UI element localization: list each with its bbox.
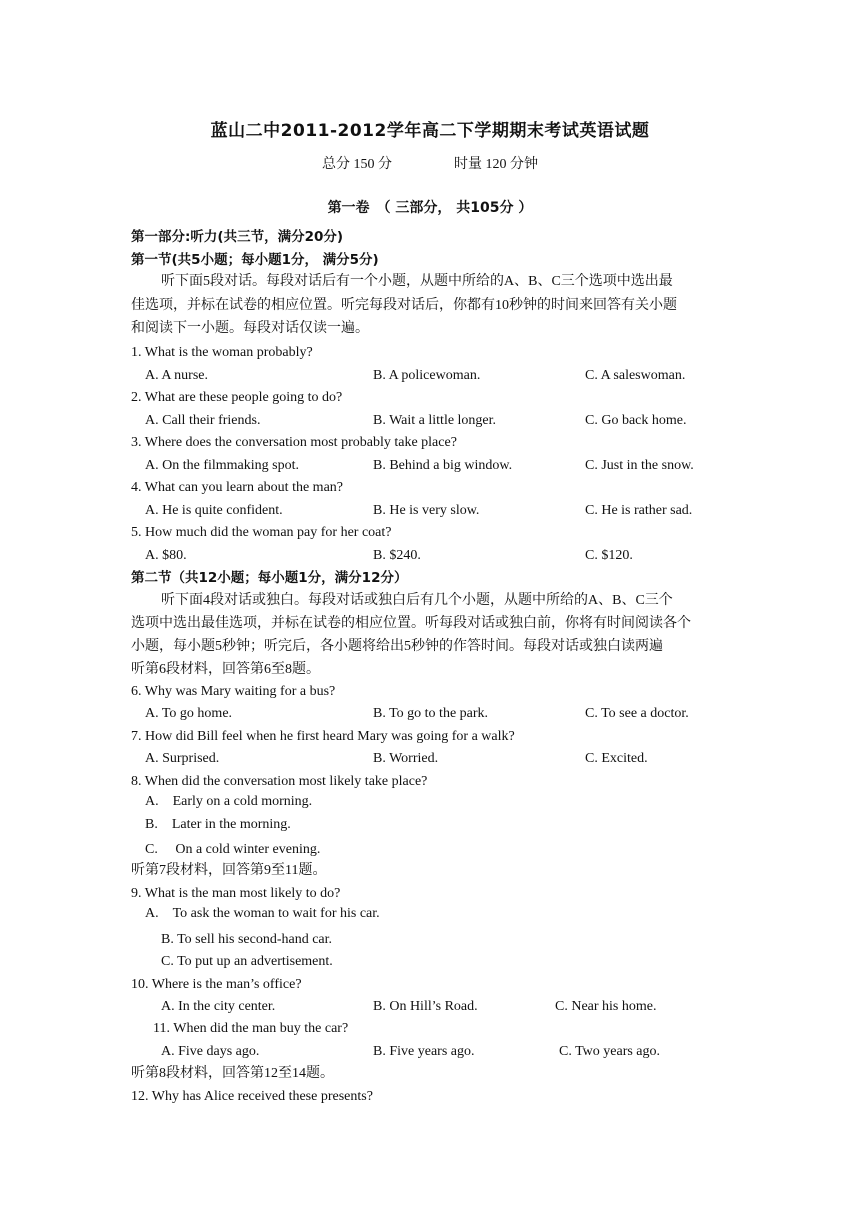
option-b: B. Worried.: [373, 751, 439, 766]
question-text: 12. Why has Alice received these presents?: [131, 1089, 373, 1104]
option-c: C. On a cold winter evening.: [145, 842, 321, 857]
option-a: A. Surprised.: [145, 751, 220, 766]
question-text: 3. Where does the conversation most probably take place?: [131, 435, 457, 450]
option-a: A. He is quite confident.: [145, 503, 283, 518]
material-note: 听第6段材料，回答第6至8题。: [131, 662, 320, 677]
question-text: 10. Where is the man’s office?: [131, 977, 302, 992]
section2-instructions-line: 听下面4段对话或独白。每段对话或独白后有几个小题，从题中所给的A、B、C三个: [161, 593, 673, 608]
option-a: A. To go home.: [145, 706, 233, 721]
question-text: 8. When did the conversation most likely take place?: [131, 774, 428, 789]
option-b: B. To go to the park.: [373, 706, 489, 721]
question-text: 11. When did the man buy the car?: [153, 1021, 349, 1036]
option-b: B. To sell his second-hand car.: [161, 932, 333, 947]
question-text: 4. What can you learn about the man?: [131, 480, 343, 495]
option-a: A. Five days ago.: [161, 1044, 260, 1059]
option-c: C. He is rather sad.: [585, 503, 693, 518]
option-c: C. To see a doctor.: [585, 706, 689, 721]
section1-instructions-line: 听下面5段对话。每段对话后有一个小题，从题中所给的A、B、C三个选项中选出最: [161, 274, 673, 289]
section1-heading: 第一节(共5小题；每小题1分， 满分5分): [131, 252, 379, 268]
option-c: C. Excited.: [585, 751, 648, 766]
option-a: A. $80.: [145, 548, 187, 563]
option-c: C. A saleswoman.: [585, 368, 686, 383]
question-text: 7. How did Bill feel when he first heard Mary was going for a walk?: [131, 729, 515, 744]
option-b: B. Later in the morning.: [145, 817, 291, 832]
question-text: 5. How much did the woman pay for her coat?: [131, 525, 392, 540]
option-b: B. Wait a little longer.: [373, 413, 497, 428]
option-c: C. To put up an advertisement.: [161, 954, 333, 969]
section1-instructions-line: 佳选项，并标在试卷的相应位置。听完每段对话后，你都有10秒钟的时间来回答有关小题: [131, 298, 677, 313]
option-c: C. Near his home.: [555, 999, 657, 1014]
option-b: B. A policewoman.: [373, 368, 481, 383]
option-c: C. Just in the snow.: [585, 458, 694, 473]
option-c: C. Two years ago.: [559, 1044, 661, 1059]
option-c: C. $120.: [585, 548, 633, 563]
section2-instructions-line: 选项中选出最佳选项，并标在试卷的相应位置。听每段对话或独白前，你将有时间阅读各个: [131, 616, 691, 631]
option-b: B. Behind a big window.: [373, 458, 513, 473]
option-a: A. A nurse.: [145, 368, 208, 383]
question-text: 9. What is the man most likely to do?: [131, 886, 341, 901]
option-a: A. Early on a cold morning.: [145, 794, 313, 809]
page-title: 蓝山二中2011-2012学年高二下学期期末考试英语试题: [210, 121, 650, 141]
section2-heading: 第二节（共12小题；每小题1分，满分12分）: [131, 570, 408, 586]
time-limit: 时量 120 分钟: [454, 157, 538, 172]
material-note: 听第8段材料，回答第12至14题。: [131, 1066, 334, 1081]
question-text: 1. What is the woman probably?: [131, 345, 313, 360]
option-b: B. He is very slow.: [373, 503, 480, 518]
section1-instructions-line: 和阅读下一小题。每段对话仅读一遍。: [131, 321, 369, 336]
exam-info: [0, 153, 860, 173]
option-b: B. Five years ago.: [373, 1044, 475, 1059]
part1-heading: 第一部分:听力(共三节，满分20分): [131, 229, 344, 245]
option-a: A. To ask the woman to wait for his car.: [145, 906, 380, 921]
section2-instructions-line: 小题，每小题5秒钟；听完后，各小题将给出5秒钟的作答时间。每段对话或独白读两遍: [131, 639, 663, 654]
total-score: 总分 150 分: [322, 157, 392, 172]
option-a: A. Call their friends.: [145, 413, 261, 428]
option-a: A. On the filmmaking spot.: [145, 458, 299, 473]
volume-heading: 第一卷 （ 三部分， 共105分 ）: [327, 200, 533, 216]
option-b: B. $240.: [373, 548, 421, 563]
question-text: 2. What are these people going to do?: [131, 390, 343, 405]
option-c: C. Go back home.: [585, 413, 687, 428]
material-note: 听第7段材料，回答第9至11题。: [131, 863, 327, 878]
option-b: B. On Hill’s Road.: [373, 999, 478, 1014]
option-a: A. In the city center.: [161, 999, 276, 1014]
question-text: 6. Why was Mary waiting for a bus?: [131, 684, 336, 699]
